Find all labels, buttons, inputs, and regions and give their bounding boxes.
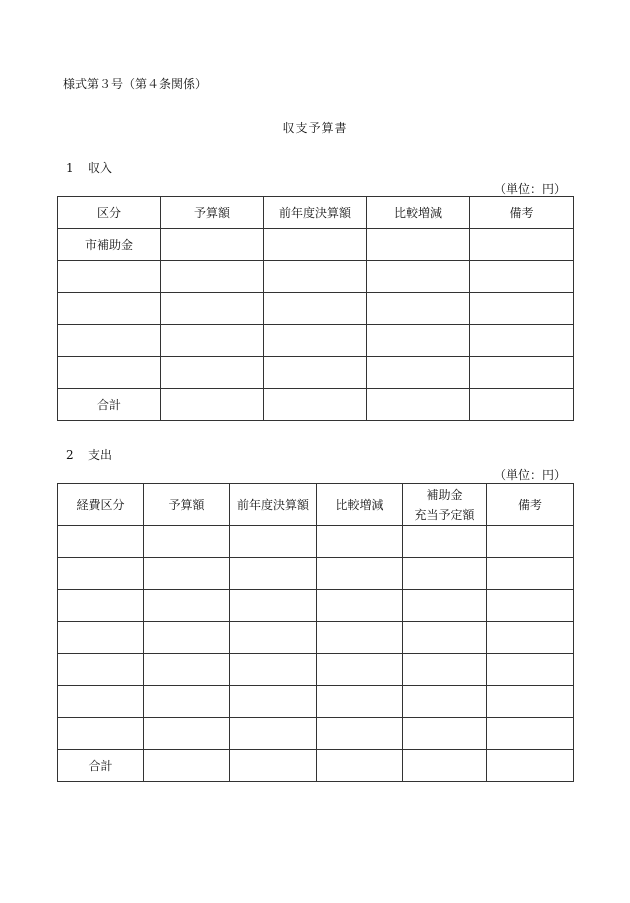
table-cell[interactable]: [367, 389, 470, 421]
column-header-subsidy-allocation: [403, 484, 487, 526]
table-cell[interactable]: [487, 622, 574, 654]
table-cell[interactable]: [403, 622, 487, 654]
table-cell[interactable]: [470, 293, 574, 325]
table-cell[interactable]: [487, 526, 574, 558]
table-cell[interactable]: [144, 654, 230, 686]
table-row: [58, 686, 574, 718]
total-label: 合計: [58, 750, 144, 782]
expense-table: [57, 483, 574, 782]
table-cell[interactable]: [403, 750, 487, 782]
table-cell[interactable]: [161, 389, 264, 421]
table-cell[interactable]: [144, 622, 230, 654]
table-cell[interactable]: [161, 261, 264, 293]
table-cell[interactable]: [58, 558, 144, 590]
table-cell[interactable]: [367, 325, 470, 357]
table-cell[interactable]: [367, 293, 470, 325]
income-section-title: 収入: [88, 161, 113, 175]
table-cell[interactable]: [161, 357, 264, 389]
total-label: 合計: [58, 389, 161, 421]
table-cell[interactable]: [230, 718, 317, 750]
table-cell[interactable]: [403, 686, 487, 718]
column-header-previous-settlement: 前年度決算額: [230, 484, 317, 526]
table-cell[interactable]: [230, 558, 317, 590]
table-row: [58, 229, 574, 261]
table-cell[interactable]: [403, 590, 487, 622]
table-cell[interactable]: [367, 357, 470, 389]
table-row: [58, 622, 574, 654]
column-header-remarks: 備考: [487, 484, 574, 526]
table-cell[interactable]: [58, 654, 144, 686]
table-cell[interactable]: [317, 526, 403, 558]
column-header-previous-settlement: 前年度決算額: [264, 197, 367, 229]
table-cell[interactable]: [403, 654, 487, 686]
table-total-row: [58, 389, 574, 421]
income-table: [57, 196, 574, 421]
column-header-remarks: 備考: [470, 197, 574, 229]
table-cell[interactable]: [403, 718, 487, 750]
table-cell[interactable]: [58, 526, 144, 558]
document-title: 収支予算書: [282, 121, 348, 135]
table-header-row: [58, 484, 574, 526]
table-cell[interactable]: [487, 654, 574, 686]
table-row: [58, 654, 574, 686]
table-cell[interactable]: [58, 261, 161, 293]
table-row: [58, 526, 574, 558]
table-cell[interactable]: [58, 718, 144, 750]
table-cell[interactable]: [58, 622, 144, 654]
table-cell[interactable]: [264, 229, 367, 261]
table-cell[interactable]: [487, 686, 574, 718]
column-header-difference: 比較増減: [317, 484, 403, 526]
table-cell[interactable]: [264, 389, 367, 421]
table-cell[interactable]: [470, 325, 574, 357]
table-cell[interactable]: [470, 229, 574, 261]
table-cell[interactable]: [58, 590, 144, 622]
table-cell[interactable]: [230, 750, 317, 782]
table-cell[interactable]: [264, 357, 367, 389]
table-cell[interactable]: [367, 229, 470, 261]
table-header-row: [58, 197, 574, 229]
table-cell[interactable]: [161, 325, 264, 357]
table-cell[interactable]: [144, 718, 230, 750]
table-row: [58, 293, 574, 325]
expense-section-title: 支出: [88, 448, 113, 462]
column-header-subsidy-line1: 補助金: [426, 487, 463, 502]
table-cell[interactable]: [58, 325, 161, 357]
table-cell[interactable]: [144, 590, 230, 622]
table-cell[interactable]: [487, 750, 574, 782]
column-header-expense-category: 経費区分: [58, 484, 144, 526]
table-cell[interactable]: [58, 686, 144, 718]
table-cell[interactable]: [264, 293, 367, 325]
table-cell[interactable]: [317, 622, 403, 654]
table-cell[interactable]: [470, 389, 574, 421]
table-cell[interactable]: [317, 558, 403, 590]
table-cell[interactable]: [487, 590, 574, 622]
income-unit-label: （単位：円）: [493, 182, 566, 196]
table-cell[interactable]: [470, 357, 574, 389]
table-cell[interactable]: [58, 293, 161, 325]
table-cell[interactable]: [144, 558, 230, 590]
table-cell[interactable]: [264, 261, 367, 293]
table-total-row: [58, 750, 574, 782]
table-cell[interactable]: [487, 718, 574, 750]
table-cell[interactable]: [230, 526, 317, 558]
table-cell[interactable]: [58, 357, 161, 389]
table-cell[interactable]: [487, 558, 574, 590]
form-number: 様式第３号（第４条関係）: [63, 77, 208, 91]
expense-unit-label: （単位：円）: [493, 468, 566, 482]
table-cell[interactable]: [264, 325, 367, 357]
table-cell[interactable]: [161, 293, 264, 325]
table-cell[interactable]: [230, 654, 317, 686]
table-cell[interactable]: [144, 686, 230, 718]
table-cell[interactable]: [367, 261, 470, 293]
table-cell[interactable]: [317, 686, 403, 718]
table-cell[interactable]: [161, 229, 264, 261]
column-header-budget: 予算額: [161, 197, 264, 229]
income-section-heading: [66, 159, 112, 176]
table-cell[interactable]: [317, 750, 403, 782]
table-row: [58, 590, 574, 622]
table-row: [58, 261, 574, 293]
table-cell[interactable]: [230, 622, 317, 654]
table-cell[interactable]: [317, 718, 403, 750]
table-cell[interactable]: [144, 526, 230, 558]
column-header-category: 区分: [58, 197, 161, 229]
table-cell[interactable]: [403, 526, 487, 558]
column-header-difference: 比較増減: [367, 197, 470, 229]
table-row: [58, 357, 574, 389]
table-cell[interactable]: [317, 590, 403, 622]
table-cell[interactable]: [144, 750, 230, 782]
row-label-city-subsidy: 市補助金: [58, 229, 161, 261]
expense-section-heading: [66, 446, 112, 463]
column-header-subsidy-line2: 充当予定額: [414, 507, 475, 522]
table-cell[interactable]: [470, 261, 574, 293]
table-row: [58, 718, 574, 750]
income-section-number: 1: [66, 161, 74, 175]
expense-section-number: 2: [66, 448, 74, 462]
table-cell[interactable]: [230, 590, 317, 622]
column-header-budget: 予算額: [144, 484, 230, 526]
table-cell[interactable]: [230, 686, 317, 718]
table-row: [58, 558, 574, 590]
table-cell[interactable]: [403, 558, 487, 590]
table-row: [58, 325, 574, 357]
table-cell[interactable]: [317, 654, 403, 686]
